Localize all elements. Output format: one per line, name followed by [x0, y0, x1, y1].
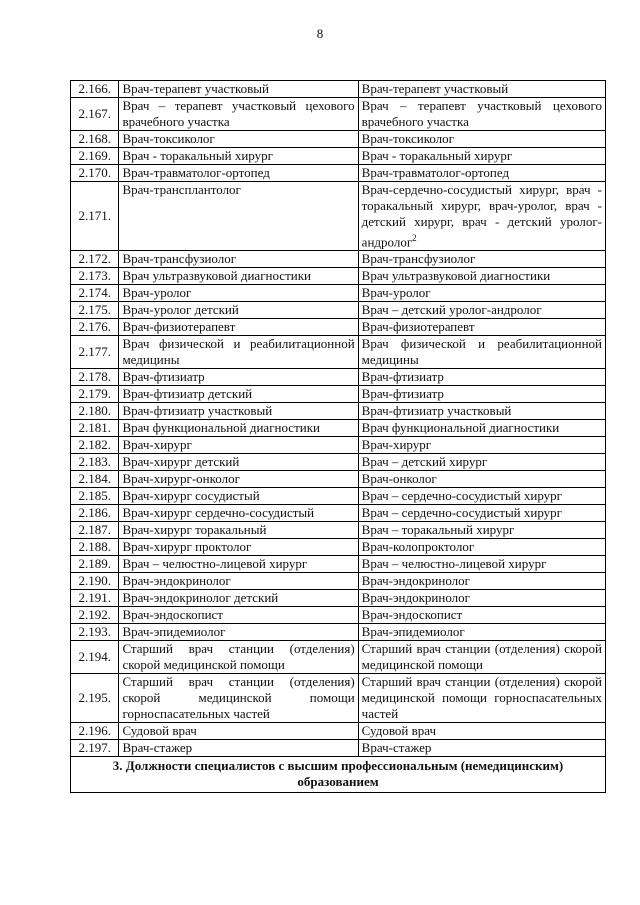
new-position-text: Врач физической и реабилитационной медицины: [361, 336, 602, 368]
new-position-name: [358, 641, 605, 674]
new-position-name: [358, 336, 605, 369]
table-row: [71, 131, 606, 148]
old-position-name: Врач-хирург: [119, 437, 358, 454]
old-position-name: Врач-хирург проктолог: [119, 539, 358, 556]
new-position-name: [358, 81, 605, 98]
old-position-name: Врач-эндокринолог: [119, 573, 358, 590]
table-row: [71, 624, 606, 641]
row-number: 2.189.: [71, 556, 119, 573]
row-number: 2.171.: [71, 182, 119, 251]
table-row: [71, 285, 606, 302]
table-row: [71, 182, 606, 251]
new-position-text: Врач – терапевт участковый цехового врачебного участка: [361, 98, 602, 129]
new-position-name: [358, 403, 605, 420]
row-number: 2.167.: [71, 98, 119, 131]
table-row: [71, 302, 606, 319]
row-number: 2.180.: [71, 403, 119, 420]
row-number: 2.186.: [71, 505, 119, 522]
row-number: 2.181.: [71, 420, 119, 437]
row-number: 2.166.: [71, 81, 119, 98]
old-position-name: Врач-токсиколог: [119, 131, 358, 148]
table-row: [71, 268, 606, 285]
row-number: 2.185.: [71, 488, 119, 505]
new-position-name: [358, 319, 605, 336]
row-number: 2.196.: [71, 723, 119, 740]
new-position-name: [358, 454, 605, 471]
row-number: 2.187.: [71, 522, 119, 539]
row-number: 2.197.: [71, 740, 119, 757]
table-row: [71, 556, 606, 573]
table-row: [71, 403, 606, 420]
new-position-text: Врач – детский уролог-андролог: [361, 302, 542, 318]
old-position-name: Врач-фтизиатр детский: [119, 386, 358, 403]
new-position-name: [358, 471, 605, 488]
new-position-text: Врач – сердечно-сосудистый хирург: [361, 505, 562, 521]
table-row: [71, 522, 606, 539]
new-position-name: [358, 522, 605, 539]
new-position-name: [358, 573, 605, 590]
table-row: [71, 740, 606, 757]
table-row: [71, 148, 606, 165]
new-position-name: [358, 165, 605, 182]
old-position-name: Врач-трансфузиолог: [119, 251, 358, 268]
row-number: 2.193.: [71, 624, 119, 641]
new-position-name: [358, 539, 605, 556]
old-position-name: Врач ультразвуковой диагностики: [119, 268, 358, 285]
old-position-name: Врач-фтизиатр: [119, 369, 358, 386]
footnote-marker: 2: [412, 233, 417, 243]
new-position-text: Врач – сердечно-сосудистый хирург: [361, 488, 562, 504]
new-position-text: Врач-фтизиатр участковый: [361, 403, 512, 419]
row-number: 2.173.: [71, 268, 119, 285]
new-position-text: Врач-фтизиатр: [361, 369, 444, 385]
old-position-name: Врач физической и реабилитационной медицины: [119, 336, 358, 369]
new-position-text: Врач ультразвуковой диагностики: [361, 268, 551, 284]
new-position-text: Врач-колопроктолог: [361, 539, 475, 555]
old-position-name: Врач-хирург детский: [119, 454, 358, 471]
new-position-text: Врач-уролог: [361, 285, 431, 301]
new-position-text: Судовой врач: [361, 723, 436, 739]
table-row: [71, 319, 606, 336]
table-row: [71, 723, 606, 740]
old-position-name: Врач-уролог: [119, 285, 358, 302]
row-number: 2.172.: [71, 251, 119, 268]
new-position-name: [358, 98, 605, 131]
positions-table: [70, 80, 606, 793]
new-position-name: [358, 386, 605, 403]
row-number: 2.168.: [71, 131, 119, 148]
table-row: [71, 505, 606, 522]
table-row: [71, 369, 606, 386]
new-position-text: Врач-травматолог-ортопед: [361, 165, 510, 180]
table-row: [71, 98, 606, 131]
table-row: [71, 454, 606, 471]
new-position-name: [358, 131, 605, 148]
row-number: 2.184.: [71, 471, 119, 488]
table-row: [71, 573, 606, 590]
old-position-name: Врач – терапевт участковый цехового врачебного участка: [119, 98, 358, 131]
new-position-name: [358, 369, 605, 386]
old-position-name: Старший врач станции (отделения) скорой медицинской помощи: [119, 641, 358, 674]
new-position-name: [358, 251, 605, 268]
new-position-name: [358, 488, 605, 505]
row-number: 2.194.: [71, 641, 119, 674]
new-position-text: Врач-эндоскопист: [361, 607, 463, 623]
row-number: 2.174.: [71, 285, 119, 302]
table-row: [71, 81, 606, 98]
table-row: [71, 336, 606, 369]
new-position-text: Врач – челюстно-лицевой хирург: [361, 556, 547, 572]
new-position-name: [358, 182, 605, 251]
new-position-text: Врач-трансфузиолог: [361, 251, 476, 267]
new-position-text: Врач-эндокринолог: [361, 590, 470, 606]
old-position-name: Врач-трансплантолог: [119, 182, 358, 251]
old-position-name: Врач-хирург торакальный: [119, 522, 358, 539]
new-position-name: [358, 607, 605, 624]
new-position-name: [358, 505, 605, 522]
table-row: [71, 251, 606, 268]
old-position-name: Врач-эндоскопист: [119, 607, 358, 624]
old-position-name: Врач-физиотерапевт: [119, 319, 358, 336]
table-row: [71, 165, 606, 182]
new-position-text: Врач-стажер: [361, 740, 432, 756]
new-position-text: Врач-физиотерапевт: [361, 319, 475, 335]
new-position-name: [358, 268, 605, 285]
old-position-name: Врач-хирург-онколог: [119, 471, 358, 488]
section-heading: 3. Должности специалистов с высшим профессиональным (немедицинским) образованием: [71, 757, 606, 793]
new-position-name: [358, 590, 605, 607]
page-number: 8: [316, 26, 324, 41]
new-position-text: Врач – торакальный хирург: [361, 522, 515, 538]
table-row: [71, 674, 606, 723]
old-position-name: Врач-хирург сердечно-сосудистый: [119, 505, 358, 522]
new-position-name: [358, 302, 605, 319]
table-row: [71, 641, 606, 674]
new-position-text: Старший врач станции (отделения) скорой медицинской помощи: [361, 641, 602, 673]
row-number: 2.170.: [71, 165, 119, 182]
old-position-name: Врач-травматолог-ортопед: [119, 165, 358, 182]
section-heading-row: [71, 757, 606, 793]
new-position-name: [358, 437, 605, 454]
new-position-text: Врач-онколог: [361, 471, 437, 487]
new-position-name: [358, 674, 605, 723]
table-row: [71, 607, 606, 624]
new-position-name: [358, 148, 605, 165]
row-number: 2.188.: [71, 539, 119, 556]
new-position-text: Врач функциональной диагностики: [361, 420, 560, 436]
new-position-text: Врач-токсиколог: [361, 131, 454, 146]
new-position-text: Врач – детский хирург: [361, 454, 488, 470]
row-number: 2.182.: [71, 437, 119, 454]
table-row: [71, 539, 606, 556]
new-position-text: Врач-эпидемиолог: [361, 624, 465, 640]
row-number: 2.190.: [71, 573, 119, 590]
table-row: [71, 420, 606, 437]
table-row: [71, 437, 606, 454]
table-row: [71, 471, 606, 488]
old-position-name: Врач-фтизиатр участковый: [119, 403, 358, 420]
new-position-name: [358, 556, 605, 573]
row-number: 2.192.: [71, 607, 119, 624]
old-position-name: Врач-уролог детский: [119, 302, 358, 319]
row-number: 2.177.: [71, 336, 119, 369]
old-position-name: Судовой врач: [119, 723, 358, 740]
new-position-text: Врач-сердечно-сосудистый хирург, врач - торакальный хирург, врач-уролог, врач - детский хирург, врач - детский уролог-андролог: [361, 182, 602, 250]
row-number: 2.191.: [71, 590, 119, 607]
old-position-name: Старший врач станции (отделения) скорой медицинской помощи горноспасательных частей: [119, 674, 358, 723]
positions-table-body: [71, 81, 606, 793]
new-position-name: [358, 420, 605, 437]
old-position-name: Врач-хирург сосудистый: [119, 488, 358, 505]
row-number: 2.183.: [71, 454, 119, 471]
old-position-name: Врач-терапевт участковый: [119, 81, 358, 98]
row-number: 2.195.: [71, 674, 119, 723]
row-number: 2.179.: [71, 386, 119, 403]
row-number: 2.176.: [71, 319, 119, 336]
new-position-text: Врач-хирург: [361, 437, 432, 453]
table-row: [71, 386, 606, 403]
row-number: 2.169.: [71, 148, 119, 165]
old-position-name: Врач - торакальный хирург: [119, 148, 358, 165]
old-position-name: Врач-стажер: [119, 740, 358, 757]
row-number: 2.175.: [71, 302, 119, 319]
table-row: [71, 590, 606, 607]
new-position-text: Врач-фтизиатр: [361, 386, 444, 402]
new-position-name: [358, 285, 605, 302]
table-row: [71, 488, 606, 505]
new-position-name: [358, 723, 605, 740]
new-position-text: Врач-эндокринолог: [361, 573, 470, 589]
old-position-name: Врач – челюстно-лицевой хирург: [119, 556, 358, 573]
new-position-name: [358, 624, 605, 641]
new-position-name: [358, 740, 605, 757]
row-number: 2.178.: [71, 369, 119, 386]
new-position-text: Врач - торакальный хирург: [361, 148, 513, 163]
new-position-text: Врач-терапевт участковый: [361, 81, 509, 96]
old-position-name: Врач-эндокринолог детский: [119, 590, 358, 607]
old-position-name: Врач функциональной диагностики: [119, 420, 358, 437]
old-position-name: Врач-эпидемиолог: [119, 624, 358, 641]
new-position-text: Старший врач станции (отделения) скорой медицинской помощи горноспасательных частей: [361, 674, 602, 722]
